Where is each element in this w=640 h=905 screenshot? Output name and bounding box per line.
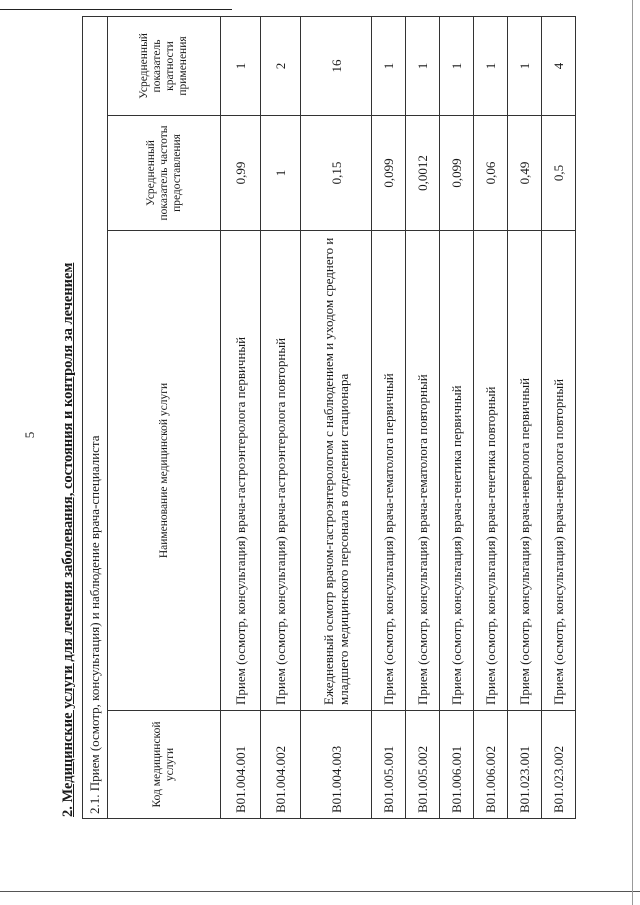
table-row [372,16,406,818]
multiplicity-value: 16 [301,16,372,115]
frequency-value: 0,099 [440,116,474,231]
service-name: Прием (осмотр, консультация) врача-невролога повторный [542,231,576,711]
table-row [261,16,301,818]
table-row [542,16,576,818]
table-row [508,16,542,818]
page-number: 5 [22,431,37,439]
service-code: B01.006.001 [440,711,474,819]
multiplicity-value: 1 [221,16,261,115]
subsection-row [83,16,108,818]
service-name: Прием (осмотр, консультация) врача-невролога первичный [508,231,542,711]
service-name: Прием (осмотр, консультация) врача-гастроэнтеролога повторный [261,231,301,711]
service-code: B01.023.002 [542,711,576,819]
service-name: Ежедневный осмотр врачом-гастроэнтерологом с наблюдением и уходом среднего и младшего медицинского персонала в отделении стационара [301,231,372,711]
frequency-value: 0,99 [221,116,261,231]
table-header-row [108,16,221,818]
subsection-title: 2.1. Прием (осмотр, консультация) и наблюдение врача-специалиста [83,16,108,818]
frequency-value: 0,0012 [406,116,440,231]
multiplicity-value: 1 [406,16,440,115]
table-row [221,16,261,818]
frequency-value: 0,06 [474,116,508,231]
service-name: Прием (осмотр, консультация) врача-генетика первичный [440,231,474,711]
frequency-value: 1 [261,116,301,231]
header-name: Наименование медицинской услуги [108,231,221,711]
section-title: 2. Медицинские услуги для лечения заболевания, состояния и контроля за лечением [60,262,76,817]
header-multiplicity: Усредненный показатель кратности применения [108,16,221,115]
multiplicity-value: 1 [474,16,508,115]
multiplicity-value: 4 [542,16,576,115]
service-code: B01.004.002 [261,711,301,819]
table-row [474,16,508,818]
frequency-value: 0,49 [508,116,542,231]
service-name: Прием (осмотр, консультация) врача-гематолога повторный [406,231,440,711]
service-code: B01.004.003 [301,711,372,819]
service-name: Прием (осмотр, консультация) врача-гематолога первичный [372,231,406,711]
service-name: Прием (осмотр, консультация) врача-гастроэнтеролога первичный [221,231,261,711]
table-row [440,16,474,818]
frequency-value: 0,15 [301,116,372,231]
service-code: B01.005.002 [406,711,440,819]
service-code: B01.004.001 [221,711,261,819]
multiplicity-value: 1 [440,16,474,115]
service-code: B01.023.001 [508,711,542,819]
service-code: B01.006.002 [474,711,508,819]
multiplicity-value: 2 [261,16,301,115]
service-code: B01.005.001 [372,711,406,819]
frequency-value: 0,5 [542,116,576,231]
table-row [301,16,372,818]
frequency-value: 0,099 [372,116,406,231]
multiplicity-value: 1 [508,16,542,115]
multiplicity-value: 1 [372,16,406,115]
header-code: Код медицинской услуги [108,711,221,819]
services-table [82,16,576,819]
header-frequency: Усредненный показатель частоты предоставления [108,116,221,231]
table-row [406,16,440,818]
service-name: Прием (осмотр, консультация) врача-генетика повторный [474,231,508,711]
